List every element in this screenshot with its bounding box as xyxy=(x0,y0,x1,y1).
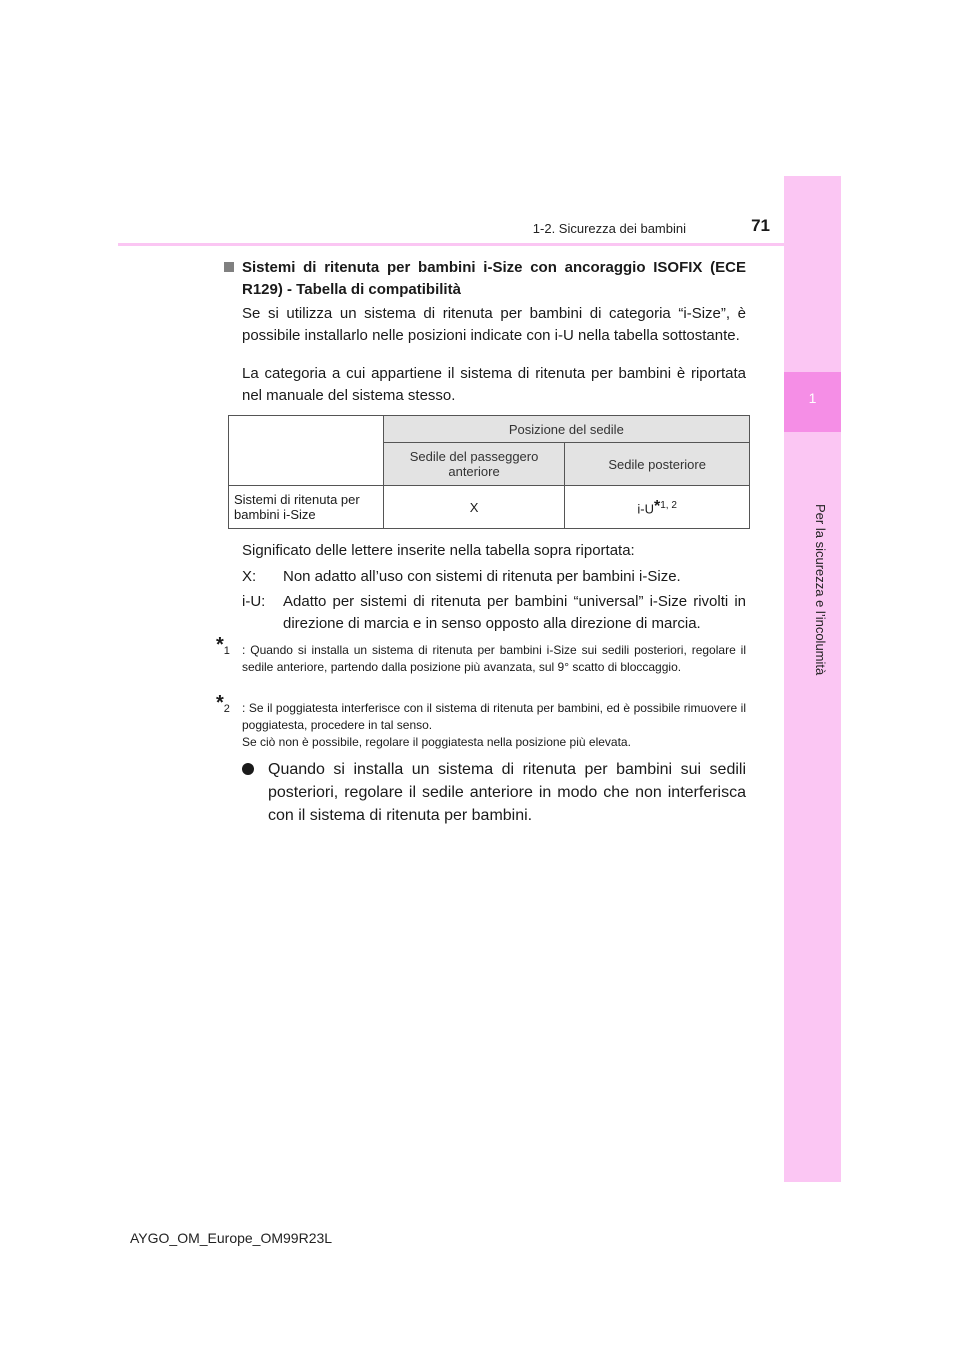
footnote-2 xyxy=(216,692,746,751)
footnote-1 xyxy=(216,634,746,676)
footnote-star: * xyxy=(216,692,224,714)
table-header-row xyxy=(229,416,750,443)
table-cell-rear xyxy=(565,486,750,529)
legend-item xyxy=(242,566,746,588)
section-title: 1-2. Sicurezza dei bambini xyxy=(532,221,686,236)
compatibility-table xyxy=(228,415,750,529)
legend-intro: Significato delle lettere inserite nella tabella sopra riportata: xyxy=(242,542,635,559)
footer-document-code: AYGO_OM_Europe_OM99R23L xyxy=(130,1230,333,1246)
footnote-number: 2 xyxy=(223,703,230,715)
table-row xyxy=(229,486,750,529)
legend-item xyxy=(242,591,746,635)
footnote-star: * xyxy=(654,497,661,515)
footnote-text: : Quando si installa un sistema di ritenuta per bambini i-Size sui sedili posteriori, regolare il sedile anteriore, partendo dalla posizione più avanzata, sul 9° scatto di bloccaggio. xyxy=(242,643,746,674)
table-col-front: Sedile del passeggero anteriore xyxy=(383,443,565,486)
intro-paragraph-2: La categoria a cui appartiene il sistema di ritenuta per bambini è riportata nel manuale del sistema stesso. xyxy=(242,365,746,404)
footnote-text xyxy=(242,700,746,751)
chapter-label-wrap xyxy=(798,440,828,740)
round-bullet-icon xyxy=(242,763,254,775)
chapter-label: Per la sicurezza e l’incolumità xyxy=(813,504,828,676)
section-heading-text: Sistemi di ritenuta per bambini i-Size con ancoraggio ISOFIX (ECE R129) - Tabella di compatibilità xyxy=(242,259,746,298)
header-rule xyxy=(118,243,841,246)
bullet-item xyxy=(242,758,746,827)
page-number: 71 xyxy=(751,216,770,235)
footnote-text-line: : Se il poggiatesta interferisce con il sistema di ritenuta per bambini, ed è possibile rimuovere il poggiatesta, procedere in tal senso. xyxy=(242,701,746,732)
table-col-rear: Sedile posteriore xyxy=(565,443,750,486)
square-bullet-icon xyxy=(224,262,234,272)
legend-key: i-U: xyxy=(242,593,266,610)
footnote-number: 1 xyxy=(223,645,230,657)
bullet-text: Quando si installa un sistema di ritenuta per bambini sui sedili posteriori, regolare il sedile anteriore in modo che non interferisca con il sistema di ritenuta per bambini. xyxy=(268,761,746,824)
section-heading xyxy=(224,257,746,301)
footnote-marker xyxy=(216,692,230,715)
footnote-text-line: Se ciò non è possibile, regolare il poggiatesta nella posizione più elevata. xyxy=(242,735,631,749)
legend-text: Non adatto all’uso con sistemi di ritenuta per bambini i-Size. xyxy=(283,568,681,585)
footnote-marker xyxy=(216,634,230,657)
table-row-label: Sistemi di ritenuta per bambini i-Size xyxy=(229,486,384,529)
legend-key: X: xyxy=(242,568,257,585)
footnote-star: * xyxy=(216,634,224,656)
chapter-number: 1 xyxy=(808,390,817,406)
legend-text: Adatto per sistemi di ritenuta per bambini “universal” i-Size rivolti in direzione di marcia e in senso opposto alla direzione di marcia. xyxy=(283,593,746,632)
footnote-refs: 1, 2 xyxy=(660,499,677,511)
intro-paragraph-1: Se si utilizza un sistema di ritenuta per bambini di categoria “i-Size”, è possibile installarlo nelle posizioni indicate con i-U nella tabella sottostante. xyxy=(242,305,746,344)
table-group-header: Posizione del sedile xyxy=(383,416,749,443)
table-cell-front: X xyxy=(383,486,565,529)
table-cell-rear-value: i-U xyxy=(637,501,655,517)
table-corner-cell xyxy=(229,416,384,486)
